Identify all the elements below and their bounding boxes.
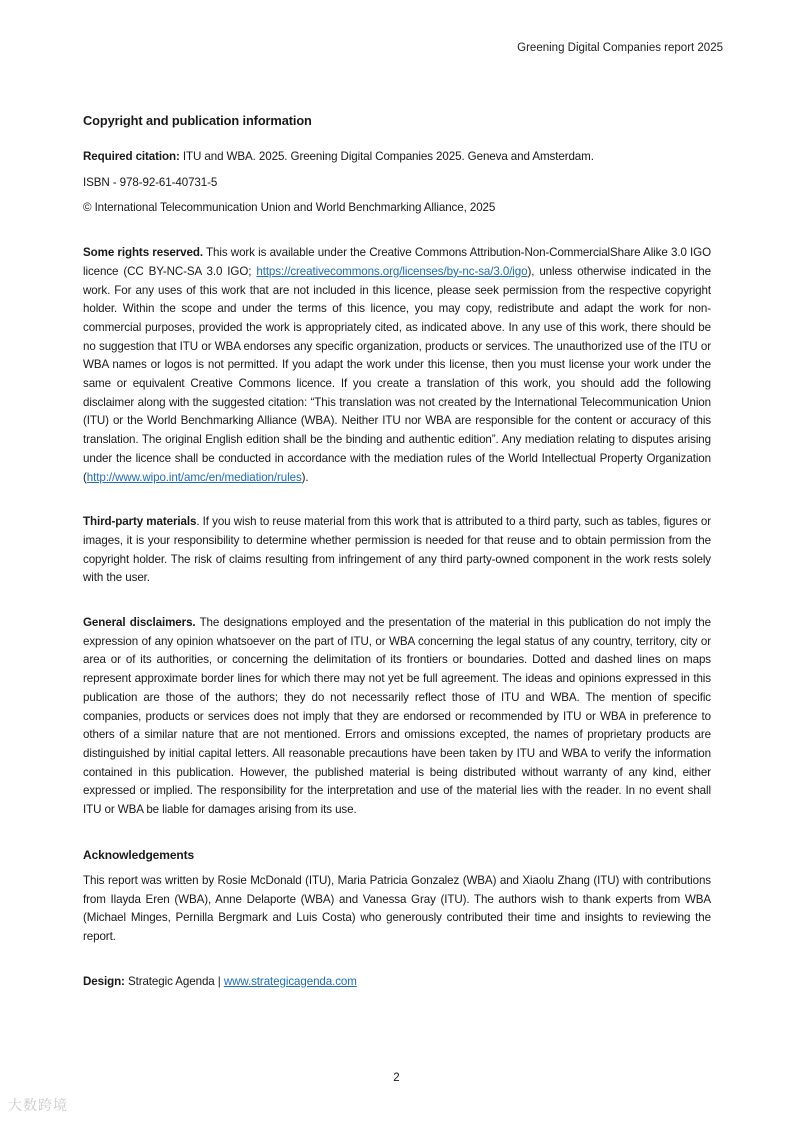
page-number: 2 (393, 1072, 400, 1084)
third-party-text: . If you wish to reuse material from this work that is attributed to a third party, such as tables, figures or images, it is your responsibility to determine whether permission is needed for that reuse and to obtain permission from the copyright holder. The risk of claims resulting from infringement of any third party-owned component in the work rests solely with the user. (83, 515, 711, 585)
rights-text-end: ). (301, 470, 309, 484)
third-party-label: Third-party materials (83, 515, 197, 529)
design-label: Design: (83, 974, 125, 988)
disclaimers-text: The designations employed and the presentation of the material in this publication do not imply the expression of any opinion whatsoever on the part of ITU, or WBA concerning the legal status of any country, territory, city or area or of its authorities, or concerning the delimitation of its frontiers or boundaries. Dotted and dashed lines on maps represent approximate border lines for which there may not yet be full agreement. The ideas and opinions expressed in this publication are those of the authors; they do not necessarily reflect those of ITU and WBA. The mention of specific companies, products or services does not imply that they are endorsed or recommended by ITU or WBA in preference to others of a similar nature that are not mentioned. Errors and omissions excepted, the names of proprietary products are distinguished by initial capital letters. All reasonable precautions have been taken by ITU and WBA to verify the information contained in this publication. However, the published material is being distributed without warranty of any kind, either expressed or implied. The responsibility for the interpretation and use of the material lies with the reader. In no event shall ITU or WBA be liable for damages arising from its use. (83, 616, 711, 817)
rights-text-before: This work is available under the Creative Commons Attribution-Non-CommercialShare Alike 3.0 IGO licence (CC BY-NC-SA 3.0 IGO; (83, 246, 712, 278)
design-link[interactable]: www.strategicagenda.com (223, 974, 357, 988)
rights-text-after: ), unless otherwise indicated in the work. For any uses of this work that are not included in this licence, please seek permission from the respective copyright holder. Within the scope and under the terms of this licence, you may copy, redistribute and adapt the work for non-commercial purposes, provided the work is appropriately cited, as indicated above. In any use of this work, there should be no suggestion that ITU or WBA endorses any specific organization, products or services. The unauthorized use of the ITU or WBA names or logos is not permitted. If you adapt the work under this license, then you must license your work under the same or equivalent Creative Commons licence. If you create a translation of this work, you should add the following disclaimer along with the suggested citation: “This translation was not created by the International Telecommunication Union (ITU) or the World Benchmarking Alliance (WBA). Neither ITU nor WBA are responsible for the content or accuracy of this translation. The original English edition shall be the binding and authentic edition”. Any mediation relating to disputes arising under the licence shall be conducted in accordance with the mediation rules of the World Intellectual Property Organization ( (83, 264, 711, 484)
report-title-header: Greening Digital Companies report 2025 (517, 42, 723, 54)
isbn-line: ISBN - 978-92-61-40731-5 (83, 175, 218, 189)
acknowledgements-paragraph: This report was written by Rosie McDonald (ITU), Maria Patricia Gonzalez (WBA) and Xiaolu Zhang (ITU) with contributions from Ilayda Eren (WBA), Anne Delaporte (WBA) and Vanessa Gray (ITU). The authors wish to thank experts from WBA (Michael Minges, Pernilla Bergmark and Luis Costa) who generously contributed their time and insights to reviewing the report. (83, 873, 711, 943)
citation-label: Required citation: (83, 150, 180, 163)
design-text: Strategic Agenda | (124, 974, 224, 988)
disclaimers-label: General disclaimers. (83, 616, 196, 630)
rights-paragraph (83, 244, 711, 487)
rights-label: Some rights reserved. (83, 246, 203, 260)
watermark: 大数跨境 (8, 1097, 68, 1113)
design-line (83, 973, 711, 992)
citation-text: ITU and WBA. 2025. Greening Digital Companies 2025. Geneva and Amsterdam. (179, 150, 594, 163)
copyright-line: © International Telecommunication Union and World Benchmarking Alliance, 2025 (83, 201, 496, 215)
third-party-paragraph (83, 513, 711, 588)
citation-paragraph (83, 148, 711, 167)
disclaimers-paragraph (83, 614, 711, 820)
copyright-heading: Copyright and publication information (83, 113, 312, 128)
wipo-link[interactable]: http://www.wipo.int/amc/en/mediation/rules (86, 470, 302, 484)
acknowledgements-heading: Acknowledgements (83, 847, 195, 862)
document-body (83, 112, 711, 991)
license-link[interactable]: https://creativecommons.org/licenses/by-nc-sa/3.0/igo (256, 264, 528, 278)
